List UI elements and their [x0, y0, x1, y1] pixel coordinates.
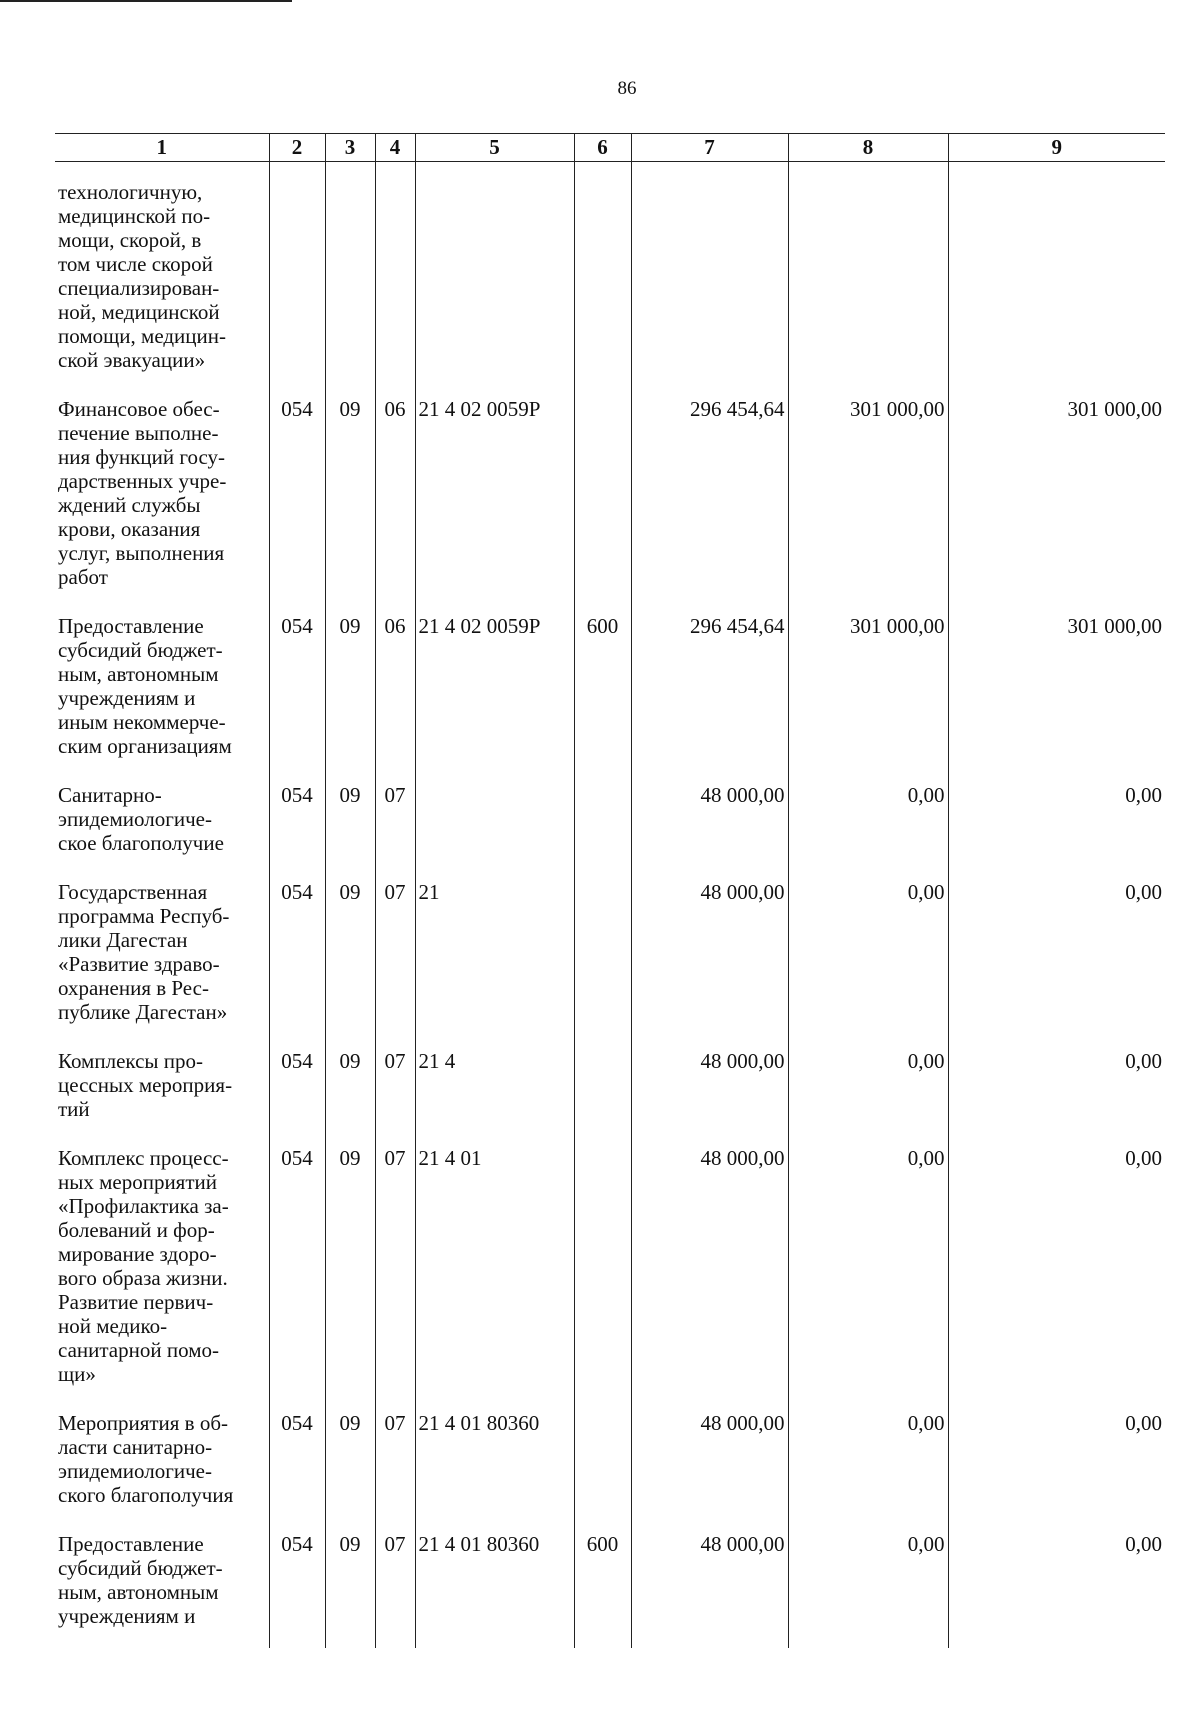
- header-cell: 5: [415, 134, 574, 162]
- table-row: [55, 1527, 1165, 1648]
- row-name: технологичную, медицинской по- мощи, скорой, в том числе скорой специализирован- ной, медицинской помощи, медицин- ской эвакуации»: [55, 162, 269, 393]
- amount-col8: 0,00: [788, 1141, 948, 1406]
- expense-type: [574, 1406, 631, 1527]
- header-row: [55, 134, 1165, 162]
- amount-col7: 48 000,00: [631, 1406, 788, 1527]
- expense-type: 600: [574, 609, 631, 778]
- section-code: 09: [325, 1141, 375, 1406]
- page-number: 86: [617, 78, 637, 99]
- row-name: Финансовое обес- печение выполне- ния функций госу- дарственных учре- ждений службы крови, оказания услуг, выполнения работ: [55, 392, 269, 609]
- header-cell: 4: [375, 134, 415, 162]
- section-code: [325, 162, 375, 393]
- subsection-code: 07: [375, 1141, 415, 1406]
- amount-col9: 0,00: [948, 778, 1165, 875]
- expense-type: [574, 1141, 631, 1406]
- amount-col9: [948, 162, 1165, 393]
- amount-col8: 0,00: [788, 1406, 948, 1527]
- amount-col8: 0,00: [788, 875, 948, 1044]
- subsection-code: 07: [375, 1044, 415, 1141]
- target-article: [415, 778, 574, 875]
- amount-col7: [631, 162, 788, 393]
- amount-col8: 0,00: [788, 778, 948, 875]
- row-name: Предоставление субсидий бюджет- ным, автономным учреждениям и иным некоммерче- ским организациям: [55, 609, 269, 778]
- ministry-code: 054: [269, 875, 325, 1044]
- amount-col7: 48 000,00: [631, 1044, 788, 1141]
- section-code: 09: [325, 778, 375, 875]
- ministry-code: 054: [269, 778, 325, 875]
- subsection-code: [375, 162, 415, 393]
- ministry-code: 054: [269, 1406, 325, 1527]
- top-rule: [0, 0, 292, 2]
- header-cell: 1: [55, 134, 269, 162]
- target-article: 21 4 01: [415, 1141, 574, 1406]
- row-name: Санитарно- эпидемиологиче- ское благополучие: [55, 778, 269, 875]
- amount-col7: 48 000,00: [631, 1527, 788, 1648]
- section-code: 09: [325, 1527, 375, 1648]
- ministry-code: 054: [269, 392, 325, 609]
- table-row: [55, 1406, 1165, 1527]
- ministry-code: 054: [269, 609, 325, 778]
- amount-col9: 0,00: [948, 1044, 1165, 1141]
- amount-col8: 301 000,00: [788, 609, 948, 778]
- ministry-code: 054: [269, 1141, 325, 1406]
- table-row: [55, 609, 1165, 778]
- section-code: 09: [325, 392, 375, 609]
- row-name: Предоставление субсидий бюджет- ным, автономным учреждениям и: [55, 1527, 269, 1648]
- section-code: 09: [325, 1406, 375, 1527]
- amount-col8: 0,00: [788, 1044, 948, 1141]
- row-name: Комплекс процесс- ных мероприятий «Профилактика за- болеваний и фор- мирование здоро- вого образа жизни. Развитие первич- ной медико- санитарной помо- щи»: [55, 1141, 269, 1406]
- table-row: [55, 1044, 1165, 1141]
- expense-type: [574, 162, 631, 393]
- target-article: 21 4: [415, 1044, 574, 1141]
- subsection-code: 06: [375, 392, 415, 609]
- amount-col9: 0,00: [948, 875, 1165, 1044]
- header-cell: 8: [788, 134, 948, 162]
- amount-col7: 296 454,64: [631, 392, 788, 609]
- amount-col9: 0,00: [948, 1406, 1165, 1527]
- section-code: 09: [325, 609, 375, 778]
- subsection-code: 06: [375, 609, 415, 778]
- subsection-code: 07: [375, 1527, 415, 1648]
- amount-col8: 0,00: [788, 1527, 948, 1648]
- expense-type: [574, 392, 631, 609]
- ministry-code: 054: [269, 1044, 325, 1141]
- ministry-code: [269, 162, 325, 393]
- amount-col9: 301 000,00: [948, 392, 1165, 609]
- amount-col9: 0,00: [948, 1527, 1165, 1648]
- ministry-code: 054: [269, 1527, 325, 1648]
- header-cell: 6: [574, 134, 631, 162]
- subsection-code: 07: [375, 778, 415, 875]
- subsection-code: 07: [375, 875, 415, 1044]
- target-article: [415, 162, 574, 393]
- header-cell: 9: [948, 134, 1165, 162]
- amount-col7: 48 000,00: [631, 778, 788, 875]
- table-row: [55, 162, 1165, 393]
- amount-col8: [788, 162, 948, 393]
- amount-col7: 48 000,00: [631, 875, 788, 1044]
- row-name: Государственная программа Респуб- лики Дагестан «Развитие здраво- охранения в Рес- публике Дагестан»: [55, 875, 269, 1044]
- expense-type: [574, 875, 631, 1044]
- amount-col9: 301 000,00: [948, 609, 1165, 778]
- target-article: 21: [415, 875, 574, 1044]
- budget-table: [55, 133, 1165, 1648]
- section-code: 09: [325, 1044, 375, 1141]
- expense-type: [574, 1044, 631, 1141]
- table-row: [55, 778, 1165, 875]
- row-name: Комплексы про- цессных мероприя- тий: [55, 1044, 269, 1141]
- header-cell: 7: [631, 134, 788, 162]
- table-row: [55, 392, 1165, 609]
- target-article: 21 4 02 0059P: [415, 392, 574, 609]
- header-cell: 2: [269, 134, 325, 162]
- expense-type: 600: [574, 1527, 631, 1648]
- section-code: 09: [325, 875, 375, 1044]
- amount-col7: 296 454,64: [631, 609, 788, 778]
- table-row: [55, 875, 1165, 1044]
- subsection-code: 07: [375, 1406, 415, 1527]
- table-row: [55, 1141, 1165, 1406]
- target-article: 21 4 01 80360: [415, 1527, 574, 1648]
- target-article: 21 4 01 80360: [415, 1406, 574, 1527]
- row-name: Мероприятия в об- ласти санитарно- эпидемиологиче- ского благополучия: [55, 1406, 269, 1527]
- amount-col8: 301 000,00: [788, 392, 948, 609]
- expense-type: [574, 778, 631, 875]
- amount-col7: 48 000,00: [631, 1141, 788, 1406]
- header-cell: 3: [325, 134, 375, 162]
- amount-col9: 0,00: [948, 1141, 1165, 1406]
- target-article: 21 4 02 0059P: [415, 609, 574, 778]
